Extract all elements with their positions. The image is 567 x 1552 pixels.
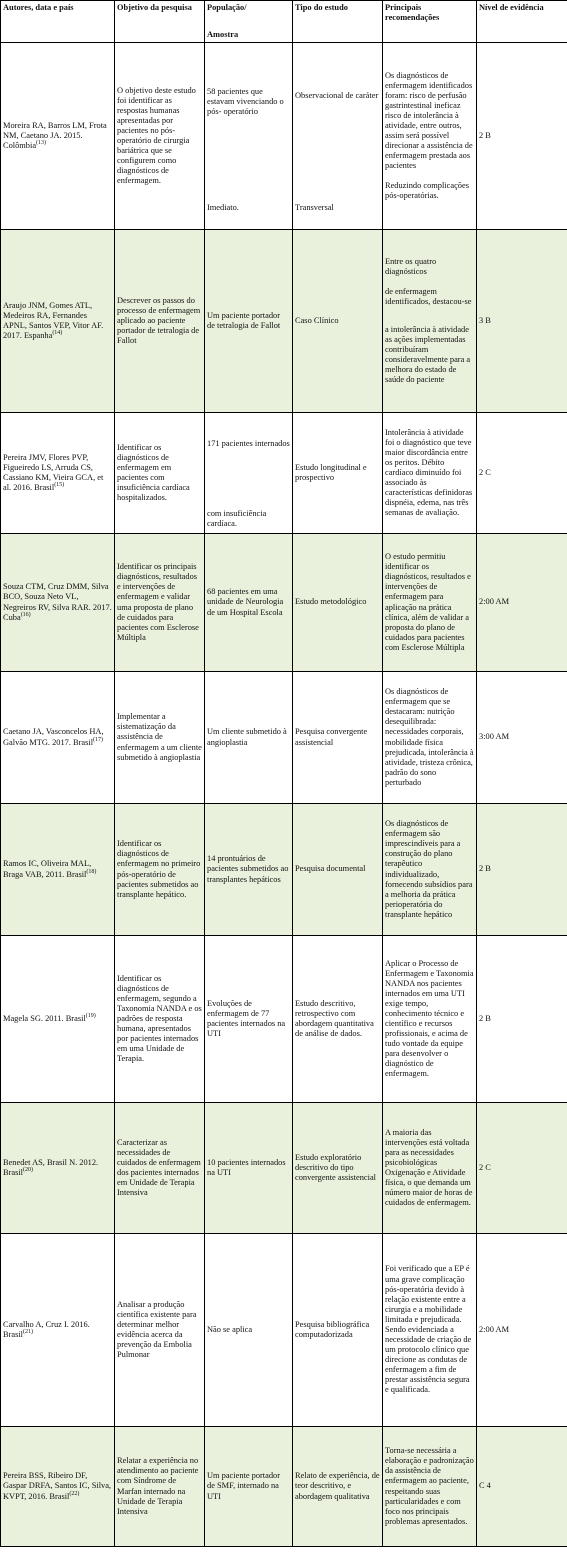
cell-recommendation — [383, 230, 477, 413]
cell-evidence: 2:00 AM — [477, 1234, 567, 1427]
cell-authors — [1, 1103, 115, 1234]
cell-evidence: 2 B — [477, 804, 567, 936]
cell-recommendation: Os diagnósticos de enfermagem são imprescindíveis para a construção do plano terapêutico individualizado, fornecendo subsídios para a melhoria da prática perioperatória do transplante hepático — [383, 804, 477, 936]
table-row — [1, 936, 567, 1103]
header-population-top: População/ — [207, 3, 247, 12]
reference-number: (19) — [85, 1013, 96, 1020]
cell-recommendation: Os diagnósticos de enfermagem que se destacaram: nutrição desequilibrada: necessidades corporais, mobilidade física prejudicada, intolerância à atividade, tristeza crônica, padrão do sono perturbado — [383, 672, 477, 804]
cell-population: Um cliente submetido à angioplastia — [205, 672, 293, 804]
table-row — [1, 230, 567, 413]
reference-number: (21) — [23, 1329, 34, 1336]
cell-evidence: 2:00 AM — [477, 534, 567, 672]
cell-authors — [1, 413, 115, 534]
cell-recommendation: Torna-se necessária a elaboração e padronização da assistência de enfermagem ao paciente, respeitando suas particularidades e com foco nos principais problemas apresentados. — [383, 1427, 477, 1547]
reference-number: (16) — [20, 611, 31, 618]
cell-objective: Analisar a produção científica existente para determinar melhor evidência acerca da prevenção da Embolia Pulmonar — [115, 1234, 205, 1427]
cell-study-type: Pesquisa bibliográfica computadorizada — [293, 1234, 383, 1427]
recommendation-text-final: a intolerância à atividade as ações implementadas contribuíram consideravelmente para a melhora do estado de saúde do paciente — [385, 324, 471, 385]
authors-text: Araujo JNM, Gomes ATL, Medeiros RA, Fernandes APNL, Santos VEP, Vitor AF. 2017. Espanha — [3, 300, 104, 341]
header-recommendations — [383, 1, 477, 43]
table-row — [1, 1234, 567, 1427]
study-type-text: Observacional de caráter — [295, 91, 379, 100]
authors-text: Magela SG. 2011. Brasil — [3, 1013, 86, 1023]
cell-study-type: Estudo metodológico — [293, 534, 383, 672]
cell-authors — [1, 804, 115, 936]
cell-population: 68 pacientes em uma unidade de Neurologia de um Hospital Escola — [205, 534, 293, 672]
cell-study-type: Estudo longitudinal e prospectivo — [293, 413, 383, 534]
recommendation-text-continued: de enfermagem identificados, destacou-se — [385, 286, 472, 306]
cell-recommendation: Foi verificado que a EP é uma grave complicação pós-operatória devido à relação existente entre a cirurgia e a mobilidade limitada e prejudicada. Sendo evidenciada a necessidade de criação de um protocolo clínico que direcione as condutas de enfermagem a fim de prestar assistência segura e qualificada. — [383, 1234, 477, 1427]
authors-text: Ramos IC, Oliveira MAL, Braga VAB, 2011. Brasil — [3, 859, 92, 879]
table-row — [1, 1427, 567, 1547]
header-objective: Objetivo da pesquisa — [115, 1, 205, 43]
cell-evidence: 3 B — [477, 230, 567, 413]
recommendation-text-continued: Reduzindo complicações pós-operatórias. — [385, 181, 469, 201]
cell-study-type: Pesquisa convergente assistencial — [293, 672, 383, 804]
cell-authors — [1, 936, 115, 1103]
reference-number: (18) — [86, 868, 97, 875]
table-row — [1, 672, 567, 804]
population-text: 171 pacientes internados — [207, 439, 290, 448]
cell-recommendation: A maioria das intervenções está voltada para as necessidades psicobiológicas Oxigenação e Atividade física, o que demanda um número maior de horas de cuidados de enfermagem. — [383, 1103, 477, 1234]
cell-objective: Identificar os diagnósticos de enfermagem, segundo a Taxonomia NANDA e os padrões de resposta humana, apresentados por pacientes internados em uma Unidade de Terapia. — [115, 936, 205, 1103]
recommendation-text: Entre os quatro diagnósticos — [385, 256, 437, 276]
authors-text: Souza CTM, Cruz DMM, Silva BCO, Souza Neto VL, Negreiros RV, Silva RAR. 2017. Cuba — [3, 582, 112, 622]
table-row — [1, 43, 567, 230]
reference-number: (20) — [23, 1167, 34, 1174]
header-study-type: Tipo do estudo — [293, 1, 383, 43]
cell-objective: Identificar os principais diagnósticos, resultados e intervenções de enfermagem e validar uma proposta de plano de cuidados para pacientes com Esclerose Múltipla — [115, 534, 205, 672]
cell-population: Não se aplica — [205, 1234, 293, 1427]
cell-study-type: Caso Clínico — [293, 230, 383, 413]
cell-study-type: Estudo descritivo, retrospectivo com abordagem quantitativa de análise de dados. — [293, 936, 383, 1103]
cell-study-type: Estudo exploratório descritivo do tipo convergente assistencial — [293, 1103, 383, 1234]
authors-text: Pereira BSS, Ribeiro DF, Gaspar DRFA, Santos IC, Silva, KVPT, 2016. Brasil — [3, 1471, 112, 1501]
reference-number: (22) — [69, 1490, 80, 1497]
table-row — [1, 534, 567, 672]
reference-number: (17) — [93, 736, 104, 743]
cell-study-type: Pesquisa documental — [293, 804, 383, 936]
cell-authors — [1, 1234, 115, 1427]
cell-population: Evoluções de enfermagem de 77 pacientes internados na UTI — [205, 936, 293, 1103]
cell-objective: Relatar a experiência no atendimento ao paciente com Síndrome de Marfan internado na Unidade de Terapia Intensiva — [115, 1427, 205, 1547]
cell-evidence: 2 C — [477, 1103, 567, 1234]
cell-evidence: C 4 — [477, 1427, 567, 1547]
header-evidence: Nível de evidência — [477, 1, 567, 43]
cell-objective: O objetivo deste estudo foi identificar as respostas humanas apresentadas por pacientes no pós-operatório de cirurgia bariátrica que se configurem como diagnósticos de enfermagem. — [115, 43, 205, 230]
cell-recommendation: Aplicar o Processo de Enfermagem e Taxonomia NANDA nos pacientes internados em uma UTI exige tempo, conhecimento técnico e científico e recursos profissionais, e acima de tudo vontade da equipe para desenvolver o diagnóstico de enfermagem. — [383, 936, 477, 1103]
cell-authors — [1, 43, 115, 230]
cell-population: Um paciente portador de tetralogia de Fallot — [205, 230, 293, 413]
cell-objective: Identificar os diagnósticos de enfermagem no primeiro pós-operatório de pacientes submetidos ao transplante hepático. — [115, 804, 205, 936]
cell-population: 14 prontuários de pacientes submetidos ao transplantes hepáticos — [205, 804, 293, 936]
population-text-continued: Imediato. — [207, 202, 239, 212]
recommendation-text: Os diagnósticos de enfermagem identificados foram: risco de perfusão gastrintestinal ineficaz risco de intolerância à atividade, entre outros, assim será possível direcionar a assistência de enfermagem prestada aos pacientes — [385, 70, 473, 171]
header-recommendations-line1: Principais — [385, 3, 422, 12]
cell-population: 10 pacientes internados na UTI — [205, 1103, 293, 1234]
cell-objective: Identificar os diagnósticos de enfermagem em pacientes com insuficiência cardíaca hospitalizados. — [115, 413, 205, 534]
cell-study-type: Relato de experiência, de teor descritivo, e abordagem qualitativa — [293, 1427, 383, 1547]
header-population — [205, 1, 293, 43]
authors-text: Benedet AS, Brasil N. 2012. Brasil — [3, 1157, 99, 1177]
cell-objective: Descrever os passos do processo de enfermagem aplicado ao paciente portador de tetralogia de Fallot — [115, 230, 205, 413]
cell-evidence: 2 B — [477, 936, 567, 1103]
authors-text: Pereira JMV, Flores PVP, Figueiredo LS, Arruda CS, Cassiano KM, Vieira GCA, et al. 2016. Brasil — [3, 452, 104, 493]
cell-authors — [1, 672, 115, 804]
table-header-row — [1, 1, 567, 43]
cell-recommendation: Intolerância à atividade foi o diagnóstico que teve maior discordância entre os peritos. Débito cardíaco diminuído foi associado às características definidoras dispnéia, edema, nas três semanas de avaliação. — [383, 413, 477, 534]
cell-recommendation: O estudo permitiu identificar os diagnósticos, resultados e intervenções de enfermagem para aplicação na prática clínica, além de validar a proposta do plano de cuidados para pacientes com Esclerose Múltipla — [383, 534, 477, 672]
table-row — [1, 804, 567, 936]
cell-population: Um paciente portador de SMF, internado na UTI — [205, 1427, 293, 1547]
population-text-continued: com insuficiência cardíaca. — [207, 508, 267, 528]
cell-authors — [1, 230, 115, 413]
cell-authors — [1, 534, 115, 672]
cell-evidence: 2 B — [477, 43, 567, 230]
authors-text: Carvalho A, Cruz I. 2016. Brasil — [3, 1319, 90, 1339]
authors-text: Moreira RA, Barros LM, Frota NM, Caetano JA. 2015. Colômbia — [3, 120, 107, 151]
reference-number: (14) — [52, 330, 63, 337]
table-row — [1, 413, 567, 534]
authors-text: Caetano JA, Vasconcelos HA, Galvão MTG. 2017. Brasil — [3, 727, 104, 747]
population-text: 58 pacientes que estavam vivenciando o pós- operatório — [207, 87, 284, 117]
cell-recommendation — [383, 43, 477, 230]
cell-evidence: 3:00 AM — [477, 672, 567, 804]
cell-population — [205, 43, 293, 230]
header-recommendations-line2: recomendações — [385, 13, 440, 23]
cell-authors — [1, 1427, 115, 1547]
study-type-text-continued: Transversal — [295, 202, 334, 212]
cell-study-type — [293, 43, 383, 230]
header-population-bottom: Amostra — [207, 29, 239, 39]
table-row — [1, 1103, 567, 1234]
reference-number: (13) — [36, 140, 47, 147]
reference-number: (15) — [54, 482, 65, 489]
cell-population — [205, 413, 293, 534]
header-authors: Autores, data e país — [1, 1, 115, 43]
cell-objective: Implementar a sistematização da assistência de enfermagem a um cliente submetido à angioplastia — [115, 672, 205, 804]
cell-evidence: 2 C — [477, 413, 567, 534]
cell-objective: Caracterizar as necessidades de cuidados de enfermagem dos pacientes internados em Unidade de Terapia Intensiva — [115, 1103, 205, 1234]
